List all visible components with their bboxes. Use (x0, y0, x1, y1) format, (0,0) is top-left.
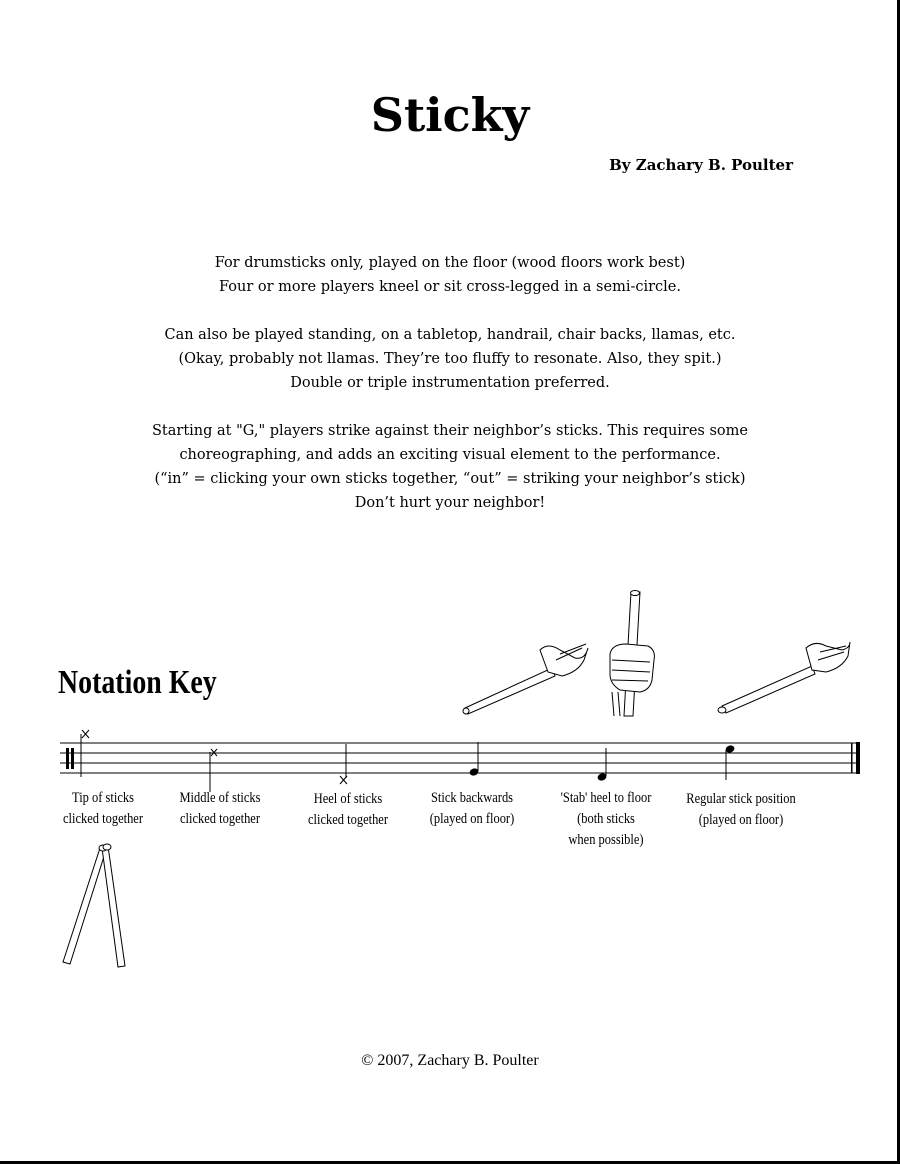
percussion-clef-icon (66, 748, 74, 769)
final-barline (851, 742, 860, 774)
stab-stick-illustration (610, 591, 654, 717)
instructions-line: Double or triple instrumentation preferred. (290, 375, 610, 391)
instructions-line: (Okay, probably not llamas. They’re too fluffy to resonate. Also, they spit.) (178, 351, 722, 367)
label-stab-heel: 'Stab' heel to floor (both sticks when possible) (560, 790, 652, 848)
crossed-sticks-illustration (63, 844, 125, 967)
label-regular-stick: Regular stick position (played on floor) (686, 791, 796, 828)
staff (60, 743, 860, 773)
instructions-line: choreographing, and adds an exciting visual element to the performance. (179, 447, 721, 463)
author-byline: By Zachary B. Poulter (609, 156, 793, 174)
instructions-line: Don’t hurt your neighbor! (354, 495, 546, 511)
label-heel-of-sticks: Heel of sticks clicked together (308, 791, 388, 828)
label-stick-backwards: Stick backwards (played on floor) (429, 790, 515, 827)
instructions-line: Starting at "G," players strike against their neighbor’s sticks. This requires some (151, 423, 748, 439)
note-regular-stick (725, 744, 736, 780)
instructions-paragraph-3 (0, 419, 900, 515)
instructions-line: (“in” = clicking your own sticks together, “out” = striking your neighbor’s stick) (154, 471, 746, 487)
label-middle-of-sticks: Middle of sticks clicked together (179, 790, 261, 827)
instructions (0, 251, 900, 539)
note-heel-of-sticks (340, 744, 347, 784)
regular-stick-illustration (718, 642, 850, 713)
label-tip-of-sticks: Tip of sticks clicked together (63, 790, 143, 827)
instructions-line: For drumsticks only, played on the floor (wood floors work best) (214, 255, 686, 271)
note-middle-of-sticks (210, 749, 217, 792)
stick-backwards-illustration (463, 644, 588, 714)
page-title: Sticky (370, 88, 530, 142)
instructions-line: Four or more players kneel or sit cross-legged in a semi-circle. (219, 279, 681, 295)
instructions-paragraph-1 (0, 251, 900, 299)
notation-key-figure (0, 580, 900, 980)
instructions-line: Can also be played standing, on a tabletop, handrail, chair backs, llamas, etc. (164, 327, 736, 343)
note-stick-backwards (469, 742, 480, 777)
copyright-notice: © 2007, Zachary B. Poulter (361, 1052, 539, 1069)
instructions-paragraph-2 (0, 323, 900, 395)
notation-key-heading: Notation Key (58, 664, 217, 701)
